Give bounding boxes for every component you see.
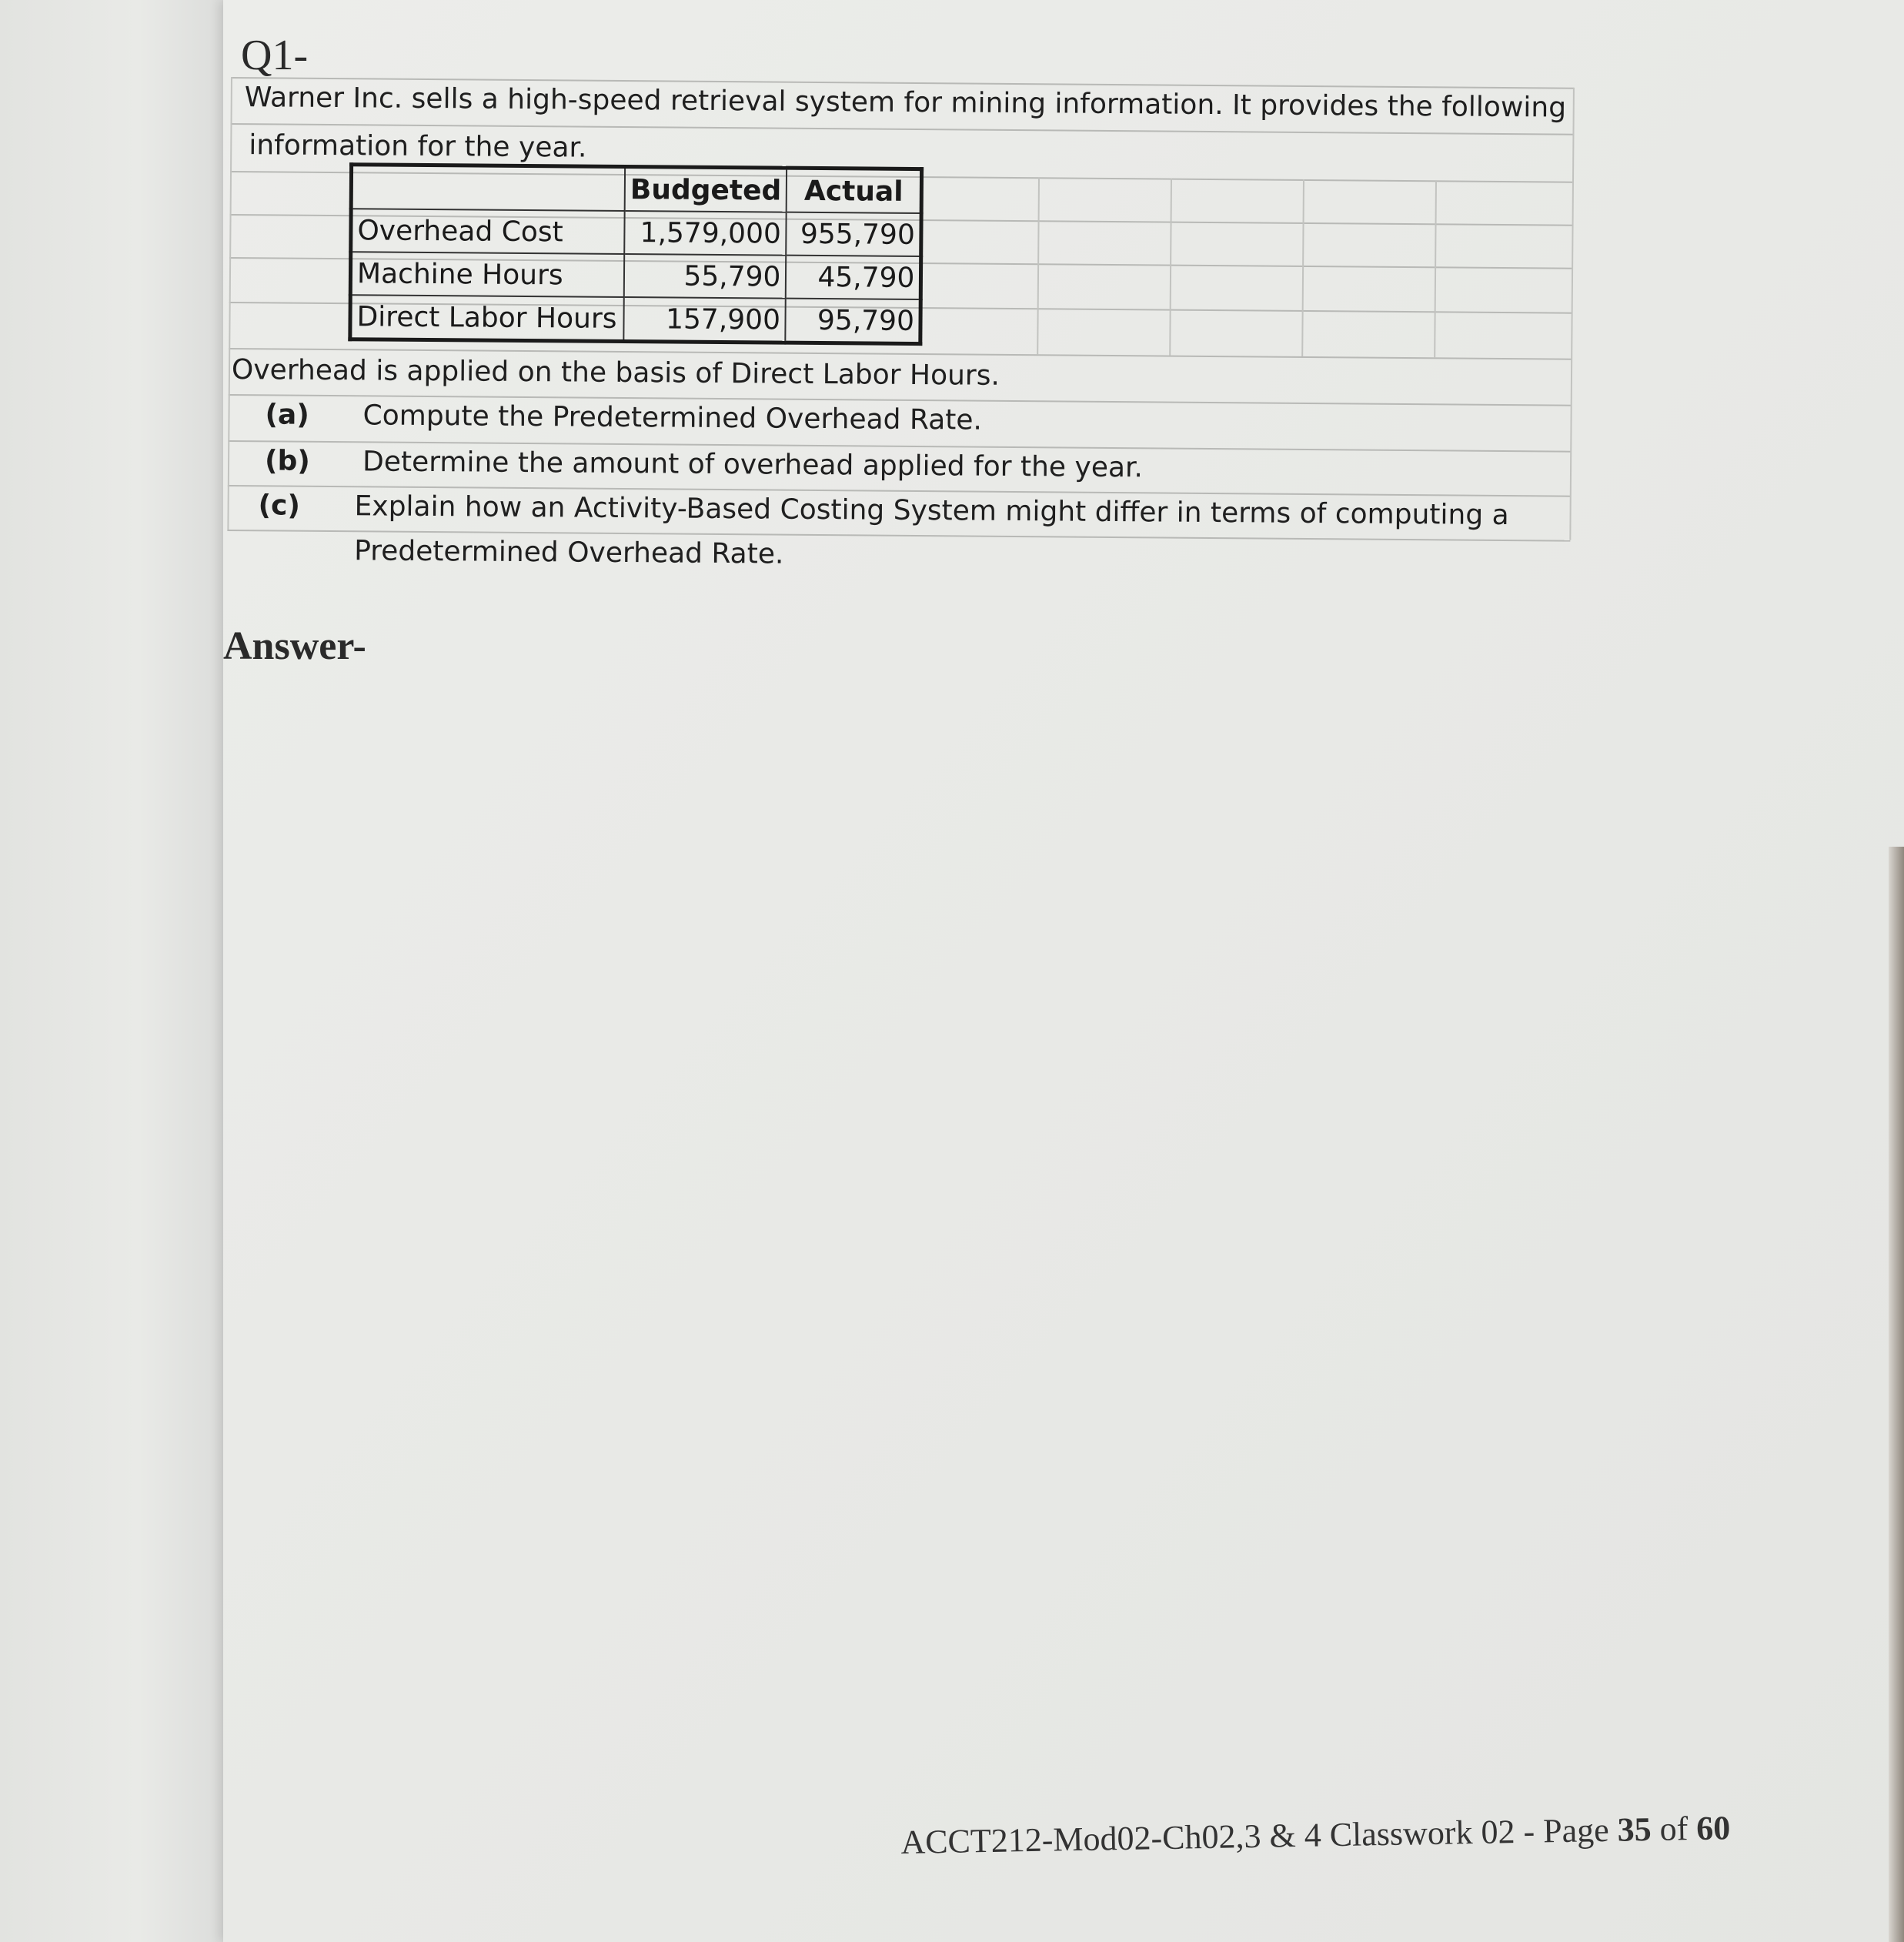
footer-page-number: 35: [1617, 1810, 1652, 1849]
answer-label: Answer-: [223, 624, 366, 668]
budgeted-value: 157,900: [623, 297, 786, 343]
table-header-budgeted: Budgeted: [625, 167, 787, 212]
table-header-actual: Actual: [787, 168, 922, 213]
actual-value: 95,790: [786, 299, 921, 344]
table-row: [351, 209, 922, 256]
row-label: Machine Hours: [350, 252, 624, 297]
table-header-blank: [351, 165, 625, 211]
part-b-label: (b): [264, 445, 310, 477]
table-row: [350, 295, 921, 343]
footer-of: of: [1651, 1809, 1697, 1848]
basis-note: Overhead is applied on the basis of Direct Labor Hours.: [231, 354, 1000, 392]
row-label: Direct Labor Hours: [350, 295, 624, 341]
budgeted-value: 1,579,000: [624, 211, 787, 256]
part-c-label: (c): [258, 490, 301, 522]
part-c-text-cont: Predetermined Overhead Rate.: [354, 535, 784, 570]
table-row: [350, 252, 921, 299]
part-b-text: Determine the amount of overhead applied for the year.: [362, 446, 1144, 484]
actual-value: 955,790: [787, 212, 922, 256]
part-a-text: Compute the Predetermined Overhead Rate.: [362, 399, 983, 436]
page-gutter: [0, 0, 231, 1942]
question-worksheet: [227, 77, 1574, 588]
table-header-row: [351, 165, 922, 213]
footer-course: ACCT212-Mod02-Ch02,3 & 4 Classwork 02 - Page: [900, 1810, 1618, 1861]
footer-total-pages: 60: [1695, 1809, 1731, 1847]
question-intro-line1: Warner Inc. sells a high-speed retrieval system for mining information. It provides the following: [244, 82, 1567, 124]
question-label: Q1-: [241, 32, 309, 79]
part-a-label: (a): [265, 399, 309, 431]
budgeted-value: 55,790: [624, 254, 787, 299]
grid-vline: [1169, 179, 1172, 356]
grid-vline: [1301, 179, 1304, 356]
background-edge: [1889, 847, 1904, 1942]
question-intro-line2: information for the year.: [249, 129, 587, 164]
actual-value: 45,790: [786, 256, 921, 299]
grid-vline: [1037, 177, 1040, 354]
row-label: Overhead Cost: [351, 209, 625, 254]
part-c-text: Explain how an Activity-Based Costing System might differ in terms of computing a: [354, 490, 1509, 532]
data-table: [348, 162, 924, 346]
grid-vline: [1434, 180, 1437, 357]
